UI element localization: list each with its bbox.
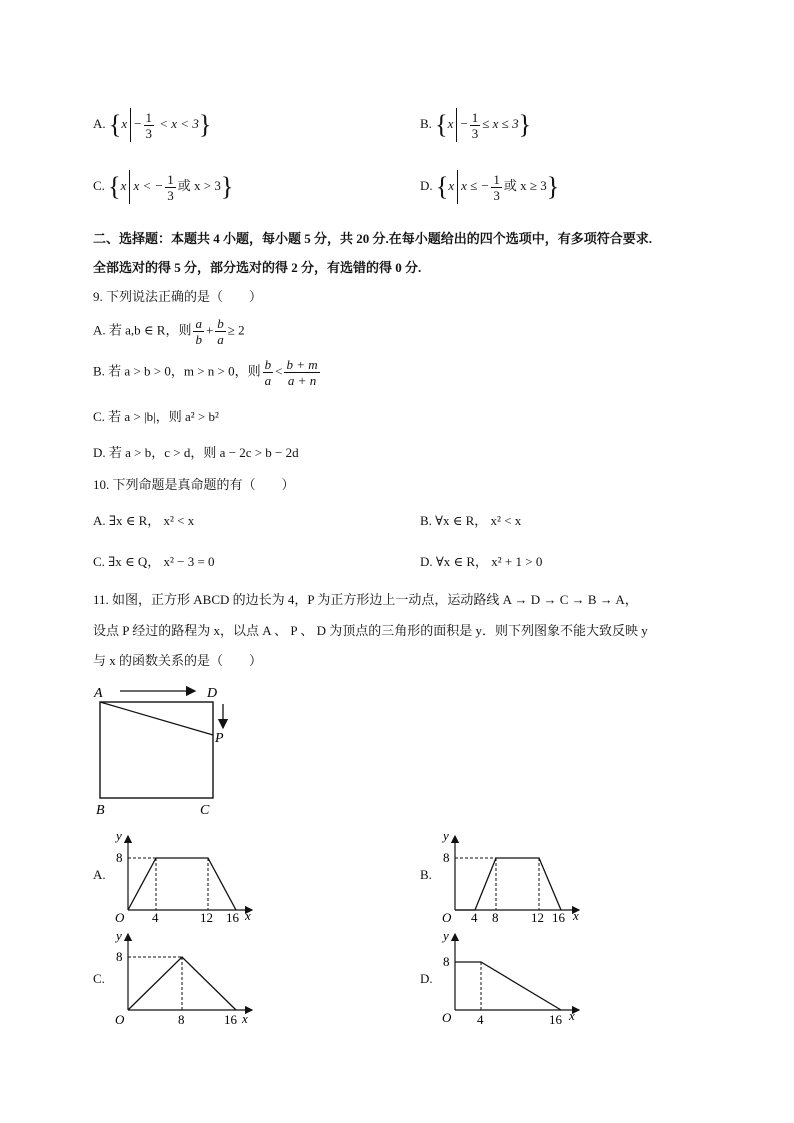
graph-option-c-label[interactable]: C. — [93, 971, 105, 986]
q9-option-d[interactable]: D. 若 a > b，c > d，则 a − 2c > b − 2d — [93, 445, 299, 460]
fraction: $\frac{b}{a}$ — [264, 357, 272, 388]
graph-option-b-label[interactable]: B. — [420, 867, 432, 882]
option-label: A. — [93, 115, 106, 131]
svg-text:8: 8 — [116, 949, 123, 964]
svg-text:8: 8 — [443, 954, 450, 969]
svg-text:y: y — [116, 828, 122, 843]
q8-option-c[interactable]: C. {x x < − $\frac{1}{3}$ 或 x > 3} — [93, 171, 234, 203]
svg-text:16: 16 — [224, 1012, 237, 1027]
svg-text:12: 12 — [531, 910, 544, 923]
vertex-b: B — [96, 803, 105, 818]
fraction: $\frac{1}{3}$ — [167, 171, 174, 203]
graph-d — [437, 928, 587, 1028]
option-label: B. — [420, 115, 432, 131]
square-abcd — [100, 702, 213, 798]
q9-option-c[interactable]: C. 若 a > |b|，则 a² > b² — [93, 409, 219, 424]
point-p: P — [215, 731, 224, 746]
vertex-a: A — [94, 686, 103, 701]
svg-text:y: y — [443, 828, 449, 843]
graph-c — [110, 928, 260, 1028]
svg-text:8: 8 — [443, 850, 450, 865]
square-figure — [90, 680, 250, 820]
graph-b-curve — [455, 858, 561, 910]
svg-text:O: O — [115, 910, 125, 923]
fraction: $\frac{b}{a}$ — [217, 316, 224, 347]
q10-option-b[interactable]: B. ∀x ∈ R， x² < x — [420, 513, 522, 528]
q11-stem-line2: 设点 P 经过的路程为 x，以点 A 、 P 、 D 为顶点的三角形的面积是 y．则下列图象不能大致反映 y — [93, 623, 648, 638]
svg-text:4: 4 — [477, 1012, 484, 1027]
section-scoring-note: 全部选对的得 5 分，部分选对的得 2 分，有选错的得 0 分. — [93, 260, 422, 275]
svg-text:y: y — [443, 928, 449, 943]
q8-option-d[interactable]: D. {x x ≤ − $\frac{1}{3}$ 或 x ≥ 3} — [420, 171, 560, 203]
svg-text:x: x — [242, 1011, 248, 1026]
svg-text:8: 8 — [492, 910, 499, 923]
svg-text:O: O — [115, 1012, 125, 1027]
q10-option-c[interactable]: C. ∃x ∈ Q， x² − 3 = 0 — [93, 554, 215, 569]
fraction: $\frac{1}{3}$ — [471, 109, 479, 141]
q10-option-a[interactable]: A. ∃x ∈ R， x² < x — [93, 513, 195, 528]
svg-text:x: x — [569, 1008, 575, 1023]
q8-option-a[interactable]: A. {x − $\frac{1}{3}$ < x < 3} — [93, 109, 212, 141]
graph-option-a-label[interactable]: A. — [93, 867, 106, 882]
svg-text:O: O — [442, 910, 452, 923]
fraction: $\frac{a}{b}$ — [195, 316, 202, 347]
q9-stem: 9. 下列说法正确的是（ ） — [93, 289, 263, 304]
svg-text:4: 4 — [152, 910, 159, 923]
graph-a-curve — [128, 858, 236, 910]
svg-text:16: 16 — [226, 910, 239, 923]
svg-text:16: 16 — [549, 1012, 562, 1027]
segment-ap — [100, 702, 213, 735]
q10-option-d[interactable]: D. ∀x ∈ R， x² + 1 > 0 — [420, 554, 543, 569]
fraction: $\frac{b + m}{a + n}$ — [286, 357, 318, 388]
vertex-c: C — [200, 803, 210, 818]
graph-a — [110, 828, 260, 923]
option-label: C. — [93, 177, 105, 193]
fraction: $\frac{1}{3}$ — [493, 171, 500, 203]
graph-option-d-label[interactable]: D. — [420, 971, 433, 986]
svg-text:x: x — [573, 908, 579, 923]
q9-option-a[interactable]: A. 若 a,b ∈ R，则 $\frac{a}{b}$ + $\frac{b}{a}$ ≥ 2 — [93, 316, 245, 347]
svg-text:8: 8 — [116, 850, 123, 865]
section-heading: 二、选择题：本题共 4 小题，每小题 5 分，共 20 分.在每小题给出的四个选项中，有多项符合要求. — [93, 231, 653, 246]
graph-b — [437, 828, 587, 923]
svg-text:x: x — [245, 908, 251, 923]
svg-text:O: O — [442, 1010, 452, 1025]
svg-text:8: 8 — [178, 1012, 185, 1027]
q11-stem-line3: 与 x 的函数关系的是（ ） — [93, 653, 263, 668]
q10-stem: 10. 下列命题是真命题的有（ ） — [93, 477, 295, 492]
vertex-d: D — [207, 686, 218, 701]
svg-text:12: 12 — [200, 910, 213, 923]
option-label: D. — [420, 177, 433, 193]
graph-d-curve — [455, 962, 561, 1010]
q9-option-b[interactable]: B. 若 a > b > 0，m > n > 0，则 $\frac{b}{a}$ < $\frac{b + m}{a + n}$ — [93, 357, 318, 388]
svg-text:y: y — [116, 928, 122, 943]
q8-option-b[interactable]: B. {x − $\frac{1}{3}$ ≤ x ≤ 3} — [420, 109, 532, 141]
svg-text:16: 16 — [552, 910, 565, 923]
fraction: $\frac{1}{3}$ — [145, 109, 152, 141]
q11-stem-line1: 11. 如图，正方形 ABCD 的边长为 4，P 为正方形边上一动点，运动路线 A → D → C → B → A， — [93, 592, 638, 607]
svg-text:4: 4 — [471, 910, 478, 923]
